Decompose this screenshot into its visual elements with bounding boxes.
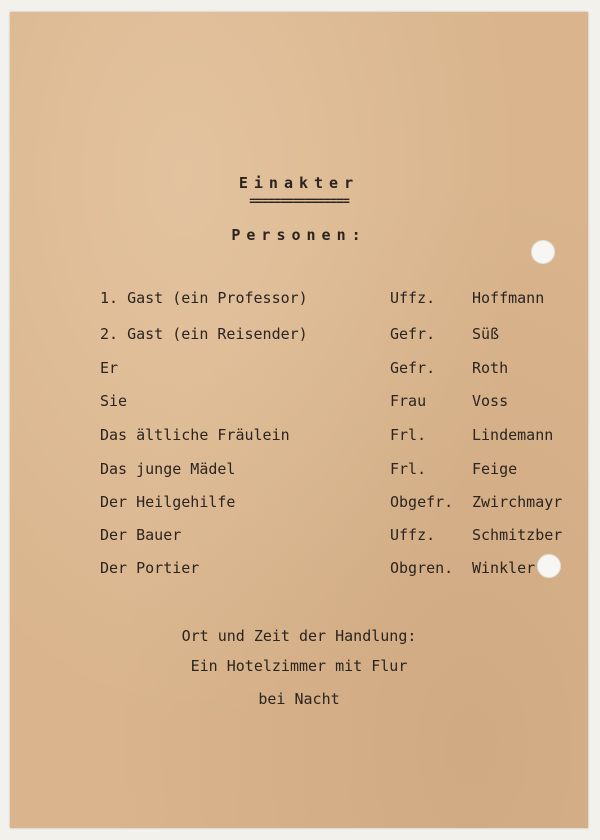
cast-role: Das junge Mädel bbox=[100, 460, 236, 478]
cast-row-7 bbox=[10, 493, 588, 515]
cast-surname: Voss bbox=[472, 392, 509, 410]
cast-rank: Obgren. bbox=[390, 559, 454, 577]
cast-role: Der Heilgehilfe bbox=[100, 493, 236, 511]
setting-location: Ein Hotelzimmer mit Flur bbox=[190, 657, 408, 675]
setting-heading: Ort und Zeit der Handlung: bbox=[181, 627, 417, 645]
cast-rank: Frl. bbox=[390, 426, 427, 444]
cast-role: Er bbox=[100, 359, 119, 377]
cast-row-4 bbox=[10, 392, 588, 414]
cast-surname: Roth bbox=[472, 359, 509, 377]
cast-surname: Hoffmann bbox=[472, 289, 545, 307]
cast-surname: Zwirchmayr bbox=[472, 493, 563, 511]
cast-surname: Feige bbox=[472, 460, 518, 478]
cast-role: 1. Gast (ein Professor) bbox=[100, 289, 308, 307]
personen-heading: Personen: bbox=[231, 226, 367, 244]
cast-role: Der Bauer bbox=[100, 526, 182, 544]
cast-surname: Süß bbox=[472, 325, 500, 343]
cast-rank: Uffz. bbox=[390, 526, 436, 544]
cast-row-9 bbox=[10, 559, 588, 581]
cast-row-5 bbox=[10, 426, 588, 448]
cast-row-3 bbox=[10, 359, 588, 381]
setting-time: bei Nacht bbox=[258, 690, 340, 708]
cast-rank: Frl. bbox=[390, 460, 427, 478]
cast-role: Der Portier bbox=[100, 559, 200, 577]
cast-rank: Uffz. bbox=[390, 289, 436, 307]
cast-surname: Schmitzber bbox=[472, 526, 563, 544]
cast-role: Sie bbox=[100, 392, 128, 410]
cast-row-6 bbox=[10, 460, 588, 482]
cast-role: Das ältliche Fräulein bbox=[100, 426, 290, 444]
cast-role: 2. Gast (ein Reisender) bbox=[100, 325, 308, 343]
cast-row-1 bbox=[10, 289, 588, 311]
cast-row-2 bbox=[10, 325, 588, 347]
document-title: Einakter bbox=[238, 174, 360, 192]
cast-surname: Lindemann bbox=[472, 426, 554, 444]
cast-row-8 bbox=[10, 526, 588, 548]
cast-surname: Winkler bbox=[472, 559, 536, 577]
cast-rank: Gefr. bbox=[390, 359, 436, 377]
cast-rank: Gefr. bbox=[390, 325, 436, 343]
typed-document-page bbox=[10, 12, 588, 828]
title-underline: ================ bbox=[249, 194, 349, 208]
cast-rank: Obgefr. bbox=[390, 493, 454, 511]
cast-rank: Frau bbox=[390, 392, 427, 410]
